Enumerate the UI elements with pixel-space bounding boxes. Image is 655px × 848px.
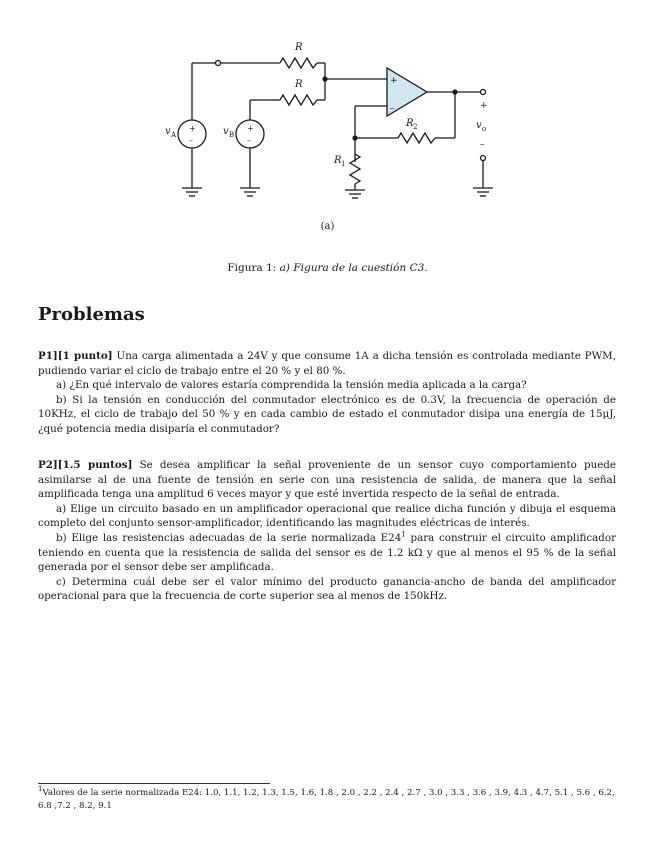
footnote-ref: 1 <box>401 530 406 539</box>
section-title: Problemas <box>38 304 145 325</box>
label-vo-sub: o <box>482 125 487 133</box>
label-va: v <box>165 126 171 137</box>
label-va-sub: A <box>171 131 177 139</box>
footnote <box>38 787 618 813</box>
figure-subcaption: (a) <box>320 221 335 232</box>
circuit-figure <box>150 30 510 210</box>
p2-points: [1.5 puntos] <box>57 459 133 471</box>
p2-statement: Se desea amplificar la señal proveniente de un sensor cuyo comportamiento puede asimilarse al de una fuente de tensión en serie con una resistencia de salida, de manera que la señal amplificada tenga una amplitud 6 veces mayor y que esté invertida respecto de la señal de entrada. <box>38 459 616 501</box>
vb-minus: – <box>247 136 251 145</box>
opamp-minus: – <box>390 104 395 114</box>
resistor-r2 <box>398 133 435 143</box>
opamp-plus: + <box>390 76 398 86</box>
resistor-r-mid <box>280 95 317 105</box>
label-r1: R <box>334 155 342 166</box>
problem-1 <box>38 349 616 437</box>
p1-statement: Una carga alimentada a 24V y que consume 1A a dicha tensión es controlada mediante PWM, pudiendo variar el ciclo de trabajo entre el 20 % y el 80 %. <box>38 350 616 377</box>
p2-question-c: c) Determina cuál debe ser el valor mínimo del producto ganancia-ancho de banda del amplificador operacional para que la frecuencia de corte superior sea al menos de 150kHz. <box>38 575 616 603</box>
resistor-r-top <box>280 58 317 68</box>
label-vb-sub: B <box>229 131 235 139</box>
label-r-mid: R <box>295 79 303 90</box>
va-plus: + <box>189 124 196 133</box>
label-r-top: R <box>295 42 303 53</box>
p2-b-pre: b) Elige las resistencias adecuadas de la serie normalizada E24 <box>56 531 402 544</box>
p2-question-b <box>38 531 616 575</box>
p1-question-b: b) Si la tensión en conducción del conmutador electrónico es de 0.3V, la frecuencia de operación de 10KHz, el ciclo de trabajo del 50 % y en cada cambio de estado el conmutador disipa una energía de 15μJ, ¿qué potencia media disiparía el conmutador? <box>38 393 616 435</box>
p1-question-a: a) ¿En qué intervalo de valores estaría comprendida la tensión media aplicada a la carga? <box>56 379 527 392</box>
vo-plus: + <box>480 101 488 111</box>
figure-caption <box>0 262 655 274</box>
ground-symbols <box>182 188 493 198</box>
problem-2 <box>38 458 616 604</box>
caption-prefix: Figura 1: <box>227 262 277 274</box>
label-vb: v <box>223 126 229 137</box>
p2-b-post: para construir el circuito amplificador teniendo en cuenta que la resistencia de salida del sensor es de 1.2 kΩ y que al menos el 95 % de la señal generada por el sensor debe ser amplificada. <box>38 531 616 574</box>
va-minus: – <box>189 136 193 145</box>
footnote-text: Valores de la serie normalizada E24: 1.0, 1.1, 1.2, 1.3, 1.5, 1.6, 1.8 , 2.0 , 2.2 , 2.4 , 2.7 , 3.0 , 3.3 , 3.6 , 3.9, 4.3 , 4.7, 5.1 , 5.6 , 6.2, 6.8 ,7.2 , 8.2, 9.1 <box>38 788 615 811</box>
label-vo: v <box>476 120 482 131</box>
label-r1-sub: 1 <box>341 160 346 168</box>
vo-minus: – <box>480 140 485 150</box>
footnote-mark: 1 <box>38 785 43 794</box>
label-r2: R <box>406 118 414 129</box>
footnote-rule <box>38 783 270 784</box>
p2-question-a: a) Elige un circuito basado en un amplificador operacional que realice dicha función y dibuja el esquema completo del conjunto sensor-amplificador, identificando las magnitudes eléctricas de interés. <box>38 502 616 530</box>
p2-id: P2] <box>38 459 58 471</box>
vb-plus: + <box>247 124 254 133</box>
p1-id: P1] <box>38 350 58 362</box>
label-r2-sub: 2 <box>413 123 418 131</box>
p1-points: [1 punto] <box>57 350 113 362</box>
caption-text: a) Figura de la cuestión C3. <box>279 262 428 274</box>
